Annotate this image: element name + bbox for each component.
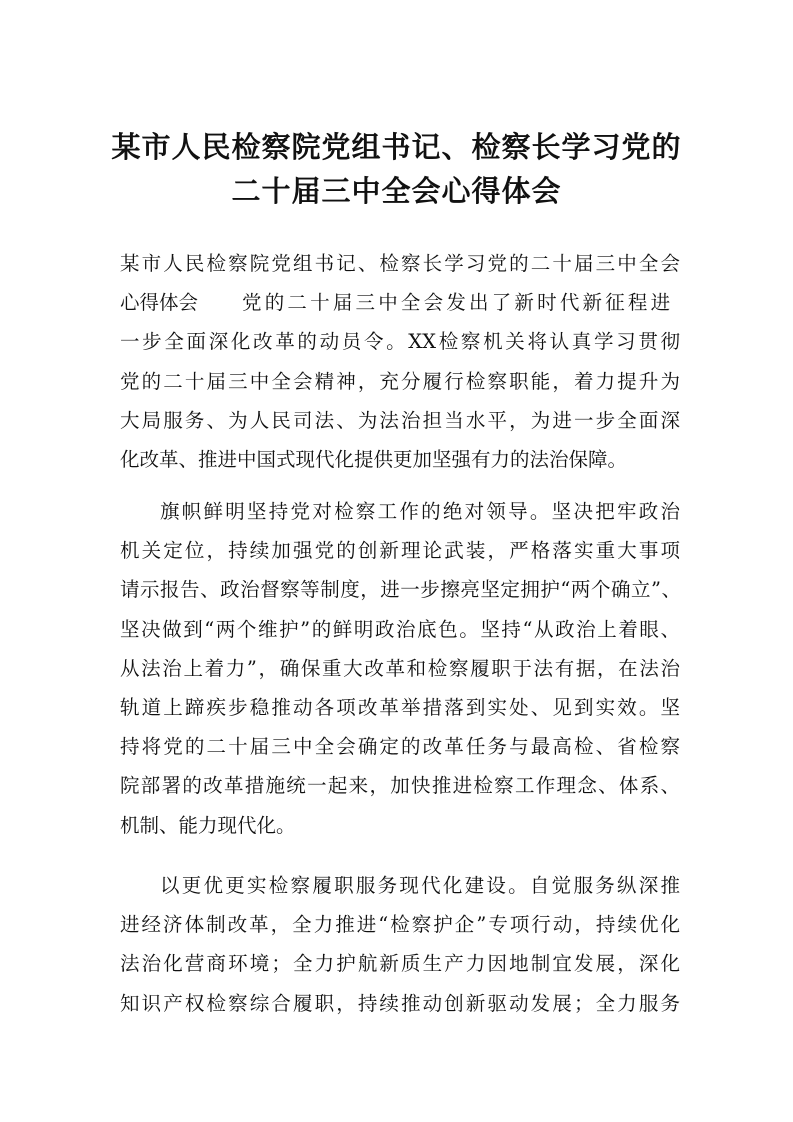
intro-paragraph [120, 244, 680, 479]
paragraph-line-fragment: 心得体会 [120, 291, 199, 315]
paragraph-line: 大局服务、为人民司法、为法治担当水平，为进一步全面深 [120, 408, 680, 432]
paragraph-line: 一步全面深化改革的动员令。XX检察机关将认真学习贯彻 [120, 330, 680, 354]
paragraph-line: 院部署的改革措施统一起来，加快推进检察工作理念、体系、 [120, 774, 680, 798]
paragraph-line: 知识产权检察综合履职，持续推动创新驱动发展；全力服务 [120, 991, 680, 1015]
paragraph-line: 请示报告、政治督察等制度，进一步擦亮坚定拥护“两个确立”、 [120, 578, 680, 602]
document-title-line-1: 某市人民检察院党组书记、检察长学习党的 [111, 130, 682, 164]
paragraph-line: 以更优更实检察履职服务现代化建设。自觉服务纵深推 [160, 874, 680, 897]
paragraph-line: 持将党的二十届三中全会确定的改革任务与最高检、省检察 [120, 735, 680, 759]
paragraph-1 [120, 492, 680, 845]
paragraph-line: 党的二十届三中全会精神，充分履行检察职能，着力提升为 [120, 369, 680, 393]
paragraph-line: 法治化营商环境；全力护航新质生产力因地制宜发展，深化 [120, 952, 680, 976]
paragraph-line: 轨道上蹄疾步稳推动各项改革举措落到实处、见到实效。坚 [120, 695, 680, 719]
paragraph-line: 旗帜鲜明坚持党对检察工作的绝对领导。坚决把牢政治 [160, 500, 680, 523]
paragraph-line: 某市人民检察院党组书记、检察长学习党的二十届三中全会 [120, 252, 680, 275]
paragraph-line-fragment: 党的二十届三中全会发出了新时代新征程进 [242, 291, 674, 315]
paragraph-line: 机关定位，持续加强党的创新理论武装，严格落实重大事项 [120, 539, 680, 563]
paragraph-line: 进经济体制改革，全力推进“检察护企”专项行动，持续优化 [120, 913, 680, 937]
paragraph-line [120, 283, 680, 322]
paragraph-line: 化改革、推进中国式现代化提供更加坚强有力的法治保障。 [120, 447, 628, 471]
document-title-line-2: 二十届三中全会心得体会 [231, 174, 562, 208]
paragraph-line: 坚决做到“两个维护”的鲜明政治底色。坚持“从政治上着眼、 [120, 617, 680, 641]
paragraph-2 [120, 866, 680, 1023]
paragraph-line: 机制、能力现代化。 [120, 813, 296, 837]
paragraph-line: 从法治上着力”，确保重大改革和检察履职于法有据，在法治 [120, 656, 680, 680]
